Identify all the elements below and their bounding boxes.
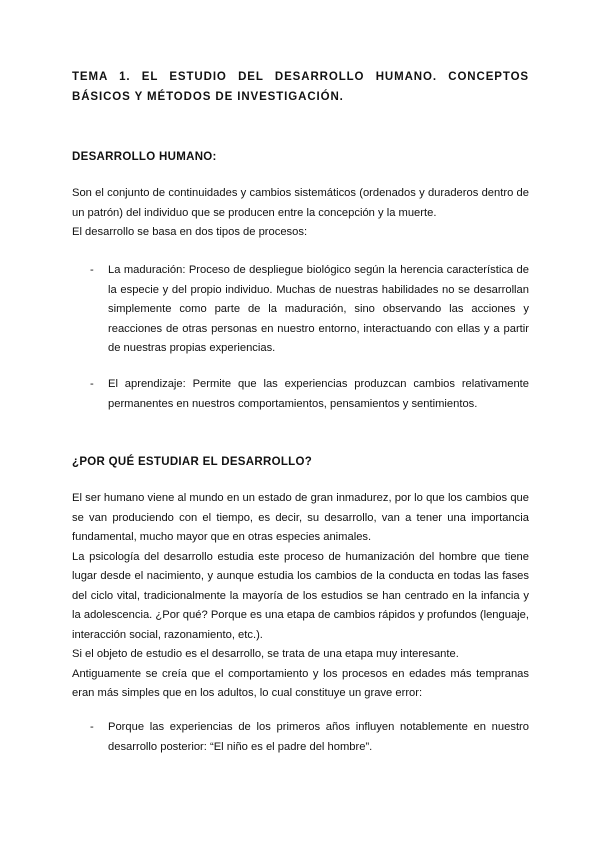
section2-body <box>72 489 529 704</box>
section-heading-por-que <box>72 454 529 470</box>
paragraph: Antiguamente se creía que el comportamiento y los procesos en edades más tempranas eran más simples que en los adultos, lo cual constituye un grave error: <box>72 667 529 699</box>
bullet-marker: - <box>90 264 94 276</box>
list-item <box>90 261 529 359</box>
title-block <box>72 67 529 107</box>
paragraph: Si el objeto de estudio es el desarrollo, se trata de una etapa muy interesante. <box>72 648 459 660</box>
paragraph: La psicología del desarrollo estudia este proceso de humanización del hombre que tiene lugar desde el nacimiento, y aunque estudia los cambios de la conducta en todas las fases del ciclo vital, tradicionalmente la mayoría de los estudios se han centrado en la infancia y la adolescencia. ¿Por qué? Porque es una etapa de cambios rápidos y profundos (lenguaje, interacción social, razonamiento, etc.). <box>72 550 529 641</box>
section-heading-desarrollo <box>72 149 529 165</box>
section1-intro <box>72 184 529 243</box>
document-title: TEMA 1. EL ESTUDIO DEL DESARROLLO HUMANO. CONCEPTOS BÁSICOS Y MÉTODOS DE INVESTIGACIÓN. <box>72 71 529 103</box>
list-item-text: El aprendizaje: Permite que las experiencias produzcan cambios relativamente permanentes en nuestros comportamientos, pensamientos y sentimientos. <box>108 378 529 410</box>
bullet-marker: - <box>90 721 94 733</box>
bullet-marker: - <box>90 378 94 390</box>
list-item-text: Porque las experiencias de los primeros años influyen notablemente en nuestro desarrollo posterior: “El niño es el padre del hombre”. <box>108 721 529 753</box>
list-item <box>90 718 529 757</box>
paragraph: El desarrollo se basa en dos tipos de procesos: <box>72 226 308 238</box>
list-item-text: La maduración: Proceso de despliegue biológico según la herencia característica de la especie y del propio individuo. Muchas de nuestras habilidades no se desarrollan simplemente como parte de la maduración, sino observando las acciones y reacciones de otras personas en nuestro entorno, interactuando con ellas y a partir de nuestras propias experiencias. <box>108 264 529 354</box>
paragraph: El ser humano viene al mundo en un estado de gran inmadurez, por lo que los cambios que se van produciendo con el tiempo, es decir, su desarrollo, van a tener una importancia fundamental, mucho mayor que en otras especies animales. <box>72 492 529 543</box>
section-heading: DESARROLLO HUMANO: <box>72 151 217 163</box>
section-heading: ¿POR QUÉ ESTUDIAR EL DESARROLLO? <box>72 456 313 468</box>
paragraph: Son el conjunto de continuidades y cambios sistemáticos (ordenados y duraderos dentro de un patrón) del individuo que se producen entre la concepción y la muerte. <box>72 187 529 219</box>
list-item <box>90 375 529 414</box>
